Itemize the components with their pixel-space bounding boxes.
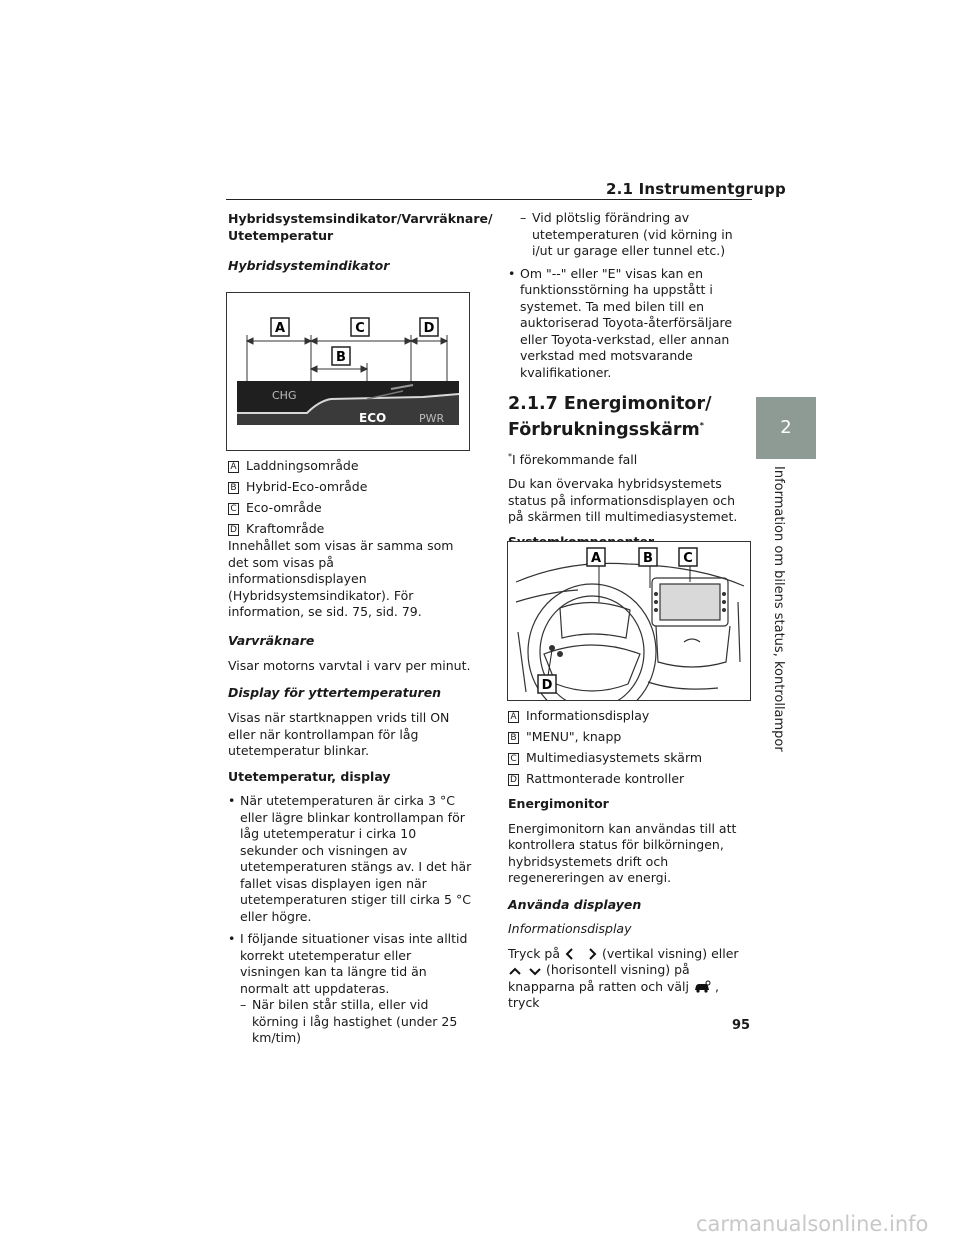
item-text: Kraftområde <box>246 521 325 536</box>
fig2-label-a: A <box>590 551 602 566</box>
list-item <box>508 708 752 729</box>
list-item <box>228 500 474 521</box>
list-item <box>508 729 752 750</box>
watermark-link[interactable]: carmanualsonline.info <box>696 1212 929 1236</box>
chevron-left-right-icon <box>564 947 598 961</box>
fig1-label-b: B <box>336 350 346 365</box>
paragraph: Visas när startknappen vrids till ON eller när kontrollampan för låg utetemperatur blinkar. <box>228 710 450 758</box>
dashboard-illustration <box>508 542 750 700</box>
hybrid-indicator-figure <box>226 292 470 451</box>
item-letter: D <box>228 524 239 536</box>
paragraph: Energimonitorn kan användas till att kontrollera status för bilkörningen, hybridsystemets drift och regenereringen av energi. <box>508 820 737 885</box>
subheading-hybrid-indicator: Hybridsystemindikator <box>228 258 390 273</box>
item-letter: D <box>508 774 519 786</box>
heading-energy-monitor: Energimonitor <box>508 796 609 811</box>
dashboard-figure <box>507 541 751 701</box>
section-title: 2.1.7 Energimonitor/ Förbrukningsskärm* <box>508 394 712 440</box>
right-column-lower <box>508 708 752 1012</box>
paragraph: Du kan övervaka hybridsystemets status på informationsdisplayen och på skärmen till multimediasystemet. <box>508 476 738 525</box>
bullet-item: • Om "--" eller "E" visas kan en funktionsstörning ha uppstått i systemet. Ta med bilen till en auktoriserad Toyota-återförsäljare eller Toyota-verkstad, eller annan verkstad med motsvarande kvalifikationer. <box>508 266 752 382</box>
heading-outside-temp-display: Utetemperatur, display <box>228 768 391 784</box>
item-text: "MENU", knapp <box>526 729 622 744</box>
item-letter: B <box>228 482 239 494</box>
section-header: 2.1 Instrumentgrupp <box>606 180 786 198</box>
subheading-info-display: Informationsdisplay <box>508 921 632 936</box>
item-text: Laddningsområde <box>246 458 359 473</box>
item-letter: C <box>228 503 239 515</box>
item-letter: A <box>508 711 519 723</box>
list-item <box>228 479 474 500</box>
car-settings-icon <box>693 980 711 994</box>
item-text: Multimediasystemets skärm <box>526 750 703 765</box>
bullet-item: • I följande situationer visas inte alltid korrekt utetemperatur eller visningen kan ta längre tid än normalt att uppdateras. <box>228 931 474 997</box>
gauge-pwr-label: PWR <box>419 412 445 425</box>
fig1-label-c: C <box>355 321 365 336</box>
item-text: Rattmonterade kontroller <box>526 771 685 786</box>
item-text: Eco-område <box>246 500 322 515</box>
footnote: *I förekommande fall <box>508 451 638 467</box>
paragraph: Visar motorns varvtal i varv per minut. <box>228 658 471 673</box>
bullet-item: • När utetemperaturen är cirka 3 °C eller lägre blinkar kontrollampan för låg utetemperatur i cirka 10 sekunder och visningen av utetemperaturen stängs av. I det här fallet visas displayen igen när utetemperaturen stiger till cirka 5 °C eller högre. <box>228 793 474 925</box>
chapter-tab[interactable] <box>756 397 816 459</box>
dash-item: – Vid plötslig förändring av utetemperaturen (vid körning in i/ut ur garage eller tunnel etc.) <box>520 210 733 258</box>
list-item <box>508 771 752 792</box>
item-letter: B <box>508 732 519 744</box>
list-item <box>228 521 474 538</box>
fig2-label-b: B <box>643 551 653 566</box>
gauge-chg-label: CHG <box>272 389 297 402</box>
fig2-label-d: D <box>541 678 553 693</box>
subheading-tachometer: Varvräknare <box>228 632 315 648</box>
paragraph: Innehållet som visas är samma som det som visas på informationsdisplayen (Hybridsystemsindikator). För information, se sid. 75, sid. 79. <box>228 538 454 619</box>
item-text: Hybrid-Eco-område <box>246 479 368 494</box>
item-letter: A <box>228 461 239 473</box>
chapter-title: Information om bilens status, kontrollampor <box>771 466 786 752</box>
left-column <box>228 210 493 275</box>
fig1-label-d: D <box>423 321 435 336</box>
section-heading: Hybridsystemsindikator/Varvräknare/ Utetemperatur <box>228 211 493 243</box>
chapter-number: 2 <box>780 417 792 438</box>
subheading-outside-temp: Display för yttertemperaturen <box>228 684 442 700</box>
subheading-use-display: Använda displayen <box>508 896 642 912</box>
hybrid-indicator-illustration <box>227 293 469 450</box>
paragraph-press-buttons: Tryck på (vertikal visning) eller (horisontell visning) på knapparna på ratten och välj , tryck <box>508 945 739 1010</box>
fig2-label-c: C <box>683 551 693 566</box>
chevron-up-down-icon <box>508 965 542 977</box>
left-column-lower <box>228 458 474 1047</box>
right-column <box>508 210 752 550</box>
fig1-label-a: A <box>274 321 286 336</box>
list-item <box>228 458 474 479</box>
item-letter: C <box>508 753 519 765</box>
page-number: 95 <box>732 1018 751 1033</box>
gauge-eco-label: ECO <box>359 411 387 425</box>
list-item <box>508 750 752 771</box>
dash-item: – När bilen står stilla, eller vid körning i låg hastighet (under 25 km/tim) <box>240 997 458 1045</box>
header-rule <box>226 199 752 200</box>
item-text: Informationsdisplay <box>526 708 650 723</box>
